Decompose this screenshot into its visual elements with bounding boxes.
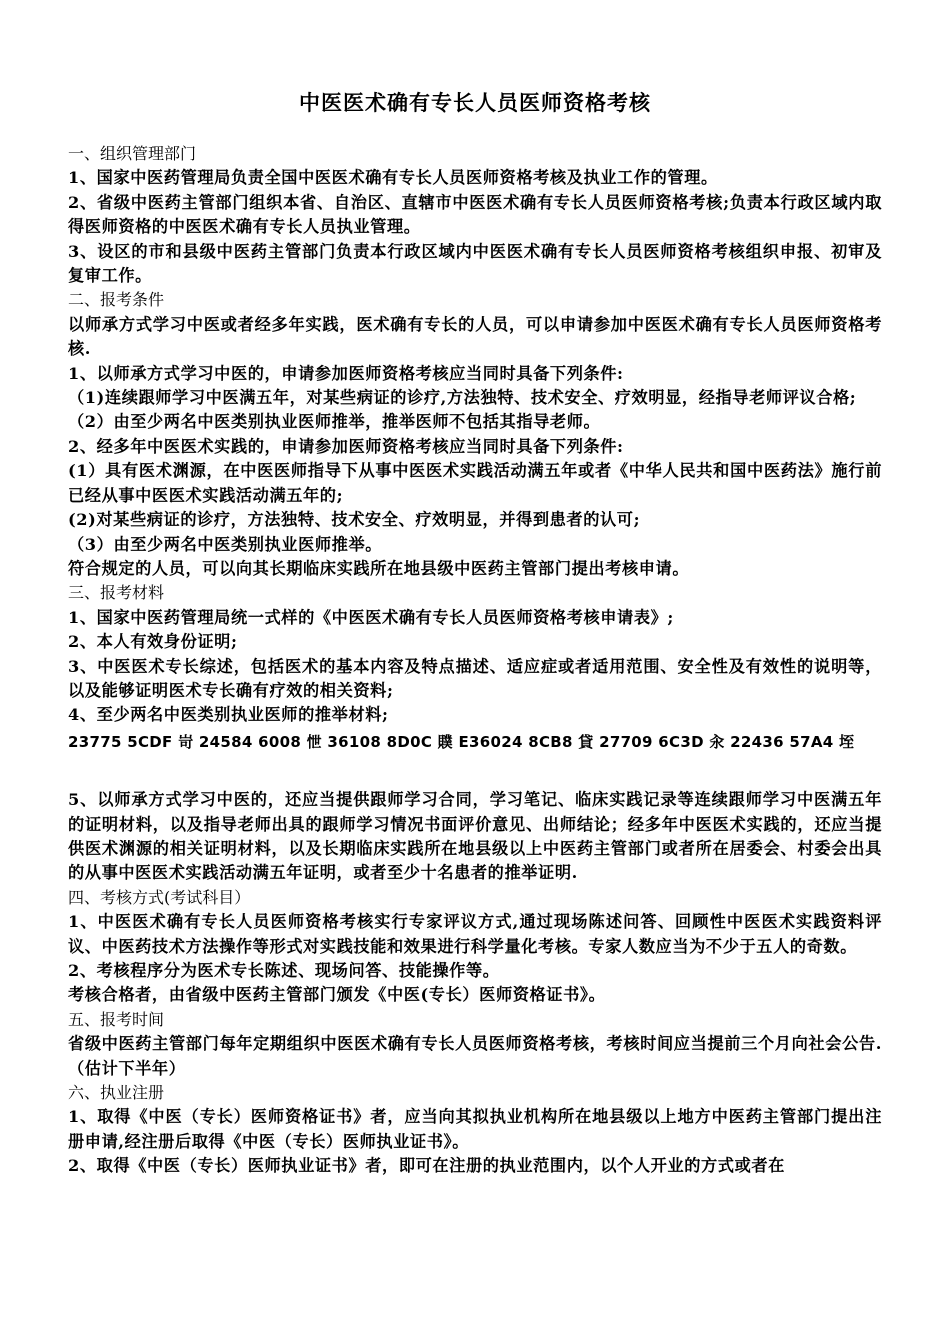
paragraph: （1)连续跟师学习中医满五年，对某些病证的诊疗,方法独特、技术安全、疗效明显，经指导老师评议合格; (68, 388, 857, 408)
paragraph: 2、考核程序分为医术专长陈述、现场问答、技能操作等。 (68, 961, 500, 980)
section-eligibility (68, 288, 882, 581)
paragraph: 1、国家中医药管理局负责全国中医医术确有专长人员医师资格考核及执业工作的管理。 (68, 168, 718, 188)
paragraph: 2、省级中医药主管部门组织本省、自治区、直辖市中医医术确有专长人员医师资格考核;负责本行政区域内取得医师资格的中医医术确有专长人员执业管理。 (68, 192, 882, 237)
paragraph: 3、设区的市和县级中医药主管部门负责本行政区域内中医医术确有专长人员医师资格考核组织申报、初审及复审工作。 (68, 241, 882, 286)
section-assessment-method (68, 886, 882, 1008)
section-heading: 二、报考条件 (68, 290, 165, 310)
paragraph: 1、中医医术确有专长人员医师资格考核实行专家评议方式,通过现场陈述问答、回顾性中医医术实践资料评议、中医药技术方法操作等形式对实践技能和效果进行科学量化考核。专家人数应当为不少于五人的奇数。 (68, 912, 882, 956)
section-heading: 一、组织管理部门 (68, 144, 197, 163)
paragraph: 2、本人有效身份证明; (68, 632, 238, 652)
section-exam-time (68, 1008, 882, 1081)
paragraph: 考核合格者，由省级中医药主管部门颁发《中医(专长）医师资格证书》。 (68, 985, 606, 1005)
paragraph: (2)对某些病证的诊疗，方法独特、技术安全、疗效明显，并得到患者的认可; (68, 510, 641, 530)
paragraph: （2）由至少两名中医类别执业医师推举，推举医师不包括其指导老师。 (68, 412, 601, 432)
paragraph: 符合规定的人员，可以向其长期临床实践所在地县级中医药主管部门提出考核申请。 (68, 558, 690, 578)
section-heading: 四、考核方式(考试科目） (68, 887, 251, 907)
section-registration (68, 1081, 882, 1179)
section-heading: 六、执业注册 (68, 1083, 165, 1103)
page-title: 中医医术确有专长人员医师资格考核 (299, 90, 651, 115)
paragraph: 以师承方式学习中医或者经多年实践，医术确有专长的人员，可以申请参加中医医术确有专长人员医师资格考核. (68, 314, 882, 359)
paragraph: 5、以师承方式学习中医的，还应当提供跟师学习合同，学习笔记、临床实践记录等连续跟师学习中医满五年的证明材料，以及指导老师出具的跟师学习情况书面评价意见、出师结论；经多年中医医术实践的，还应当提供医术渊源的相关证明材料，以及长期临床实践所在地县级以上中医药主管部门或者所在居委会、村委会出具的从事中医医术实践活动满五年证明，或者至少十名患者的推举证明. (68, 790, 882, 883)
section-heading: 五、报考时间 (68, 1009, 165, 1029)
unicode-codes-line: 23775 5CDF 岢 24584 6008 怈 36108 8D0C 贌 E36024 8CB8 貸 27709 6C3D 汆 22436 57A4 垤 (68, 732, 855, 751)
paragraph: 1、以师承方式学习中医的，申请参加医师资格考核应当同时具备下列条件: (68, 363, 624, 383)
paragraph: 2、取得《中医（专长）医师执业证书》者，即可在注册的执业范围内，以个人开业的方式或者在 (68, 1156, 785, 1176)
paragraph: 4、至少两名中医类别执业医师的推举材料; (68, 705, 389, 725)
section-materials (68, 581, 882, 885)
section-heading: 三、报考材料 (68, 583, 165, 603)
paragraph: 1、取得《中医（专长）医师资格证书》者，应当向其拟执业机构所在地县级以上地方中医药主管部门提出注册申请,经注册后取得《中医（专长）医师执业证书》。 (68, 1107, 882, 1151)
paragraph: （3）由至少两名中医类别执业医师推举。 (68, 534, 383, 554)
paragraph: 1、国家中医药管理局统一式样的《中医医术确有专长人员医师资格考核申请表》; (68, 607, 674, 627)
paragraph: (1）具有医术渊源，在中医医师指导下从事中医医术实践活动满五年或者《中华人民共和国中医药法》施行前已经从事中医医术实践活动满五年的; (68, 461, 882, 505)
paragraph: 省级中医药主管部门每年定期组织中医医术确有专长人员医师资格考核，考核时间应当提前三个月向社会公告.（估计下半年） (68, 1034, 882, 1078)
paragraph: 2、经多年中医医术实践的，申请参加医师资格考核应当同时具备下列条件: (68, 436, 624, 456)
section-organization (68, 142, 882, 288)
paragraph: 3、中医医术专长综述，包括医术的基本内容及特点描述、适应症或者适用范围、安全性及有效性的说明等，以及能够证明医术专长确有疗效的相关资料; (68, 656, 882, 700)
